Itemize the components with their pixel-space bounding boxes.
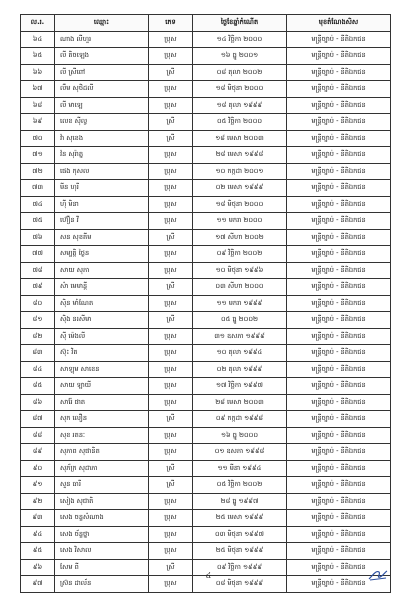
cell-sex: ប្រុស (149, 394, 193, 411)
cell-position: មន្ត្រីច្បាប់ - នីតិឯកជន (287, 97, 391, 114)
cell-position: មន្ត្រីច្បាប់ - នីតិឯកជន (287, 295, 391, 312)
cell-position: មន្ត្រីច្បាប់ - នីតិឯកជន (287, 345, 391, 362)
cell-dob: ១១ មីនា ១៩៩៤ (193, 460, 287, 477)
header-dob: ថ្ងៃខែឆ្នាំកំណើត (193, 15, 287, 32)
cell-sex: ប្រុស (149, 48, 193, 65)
cell-name: ហ៊ឿន វី (55, 213, 149, 230)
cell-sex: ប្រុស (149, 246, 193, 263)
cell-no: ៧៣ (21, 180, 55, 197)
header-position: មុខតំណែងសិស (287, 15, 391, 32)
cell-no: ៦៥ (21, 48, 55, 65)
cell-sex: ប្រុស (149, 576, 193, 593)
table-header-row (21, 15, 391, 32)
cell-dob: ១៨ តុលា ១៩៩៩ (193, 97, 287, 114)
cell-position: មន្ត្រីច្បាប់ - នីតិឯកជន (287, 378, 391, 395)
cell-name: សុខ រតនៈ (55, 427, 149, 444)
cell-no: ៨០ (21, 295, 55, 312)
cell-position: មន្ត្រីច្បាប់ - នីតិឯកជន (287, 279, 391, 296)
cell-dob: ១០ កក្កដា ២០០១ (193, 163, 287, 180)
table-row (21, 477, 391, 494)
cell-sex: ស្រី (149, 312, 193, 329)
cell-position: មន្ត្រីច្បាប់ - នីតិឯកជន (287, 543, 391, 560)
cell-sex: ស្រី (149, 279, 193, 296)
cell-position: មន្ត្រីច្បាប់ - នីតិឯកជន (287, 246, 391, 263)
cell-name: សាឡុម សាខេន (55, 361, 149, 378)
cell-dob: ១៨ មេសា ២០០៣ (193, 130, 287, 147)
cell-sex: ស្រី (149, 130, 193, 147)
cell-position: មន្ត្រីច្បាប់ - នីតិឯកជន (287, 213, 391, 230)
table-row (21, 31, 391, 48)
table-row (21, 427, 391, 444)
cell-dob: ២៨ ធ្នូ ១៩៩៧ (193, 493, 287, 510)
cell-name: លឹម សុថិដលី (55, 81, 149, 98)
cell-position: មន្ត្រីច្បាប់ - នីតិឯកជន (287, 48, 391, 65)
cell-position: មន្ត្រីច្បាប់ - នីតិឯកជន (287, 180, 391, 197)
cell-no: ៨៤ (21, 361, 55, 378)
cell-name: សួន ធារី (55, 477, 149, 494)
cell-name: ស៊ី ម៉េងលី (55, 328, 149, 345)
cell-name: សារ៉ែ ផាត (55, 394, 149, 411)
cell-position: មន្ត្រីច្បាប់ - នីតិឯកជន (287, 229, 391, 246)
cell-name: លី មាឡេ (55, 97, 149, 114)
cell-dob: ១៦ ធ្នូ ២០០០ (193, 427, 287, 444)
cell-dob: ១៧ សីហា ២០០២ (193, 229, 287, 246)
cell-dob: ១៦ ធ្នូ ២០០១ (193, 48, 287, 65)
cell-name: មីន ហុរី (55, 180, 149, 197)
table-row (21, 526, 391, 543)
cell-no: ៨១ (21, 312, 55, 329)
cell-name: វ៉ា សុខេង (55, 130, 149, 147)
table-row (21, 196, 391, 213)
cell-name: សុក លឿន (55, 411, 149, 428)
cell-name: លេខ ស៊ីល្វ (55, 114, 149, 131)
cell-dob: ០៨ មិថុនា ១៩៩៩ (193, 576, 287, 593)
cell-dob: ០៥ វិច្ឆិកា ២០០០ (193, 114, 287, 131)
cell-name: ស្រ៊ន ដាល័ន (55, 576, 149, 593)
cell-no: ៧៧ (21, 246, 55, 263)
cell-no: ៩៤ (21, 526, 55, 543)
cell-sex: ប្រុស (149, 147, 193, 164)
cell-sex: ប្រុស (149, 543, 193, 560)
table-row (21, 130, 391, 147)
cell-position: មន្ត្រីច្បាប់ - នីតិឯកជន (287, 411, 391, 428)
cell-name: សុភាព សុផានិត (55, 444, 149, 461)
cell-no: ៧៦ (21, 229, 55, 246)
page-number: ៤ (205, 571, 212, 580)
cell-name: សៀង សុជាតិ (55, 493, 149, 510)
cell-position: មន្ត្រីច្បាប់ - នីតិឯកជន (287, 196, 391, 213)
cell-sex: ប្រុស (149, 510, 193, 527)
cell-name: សែម ពី (55, 559, 149, 576)
cell-no: ៦៩ (21, 114, 55, 131)
cell-name: សន សុខគីម (55, 229, 149, 246)
cell-sex: ប្រុស (149, 31, 193, 48)
cell-dob: ០៥ វិច្ឆិកា ២០០២ (193, 477, 287, 494)
table-row (21, 262, 391, 279)
cell-name: សាយ ឡាយី (55, 378, 149, 395)
cell-position: មន្ត្រីច្បាប់ - នីតិឯកជន (287, 576, 391, 593)
cell-dob: ០១ ឧសភា ១៩៩៨ (193, 444, 287, 461)
cell-dob: ២៥ មិថុនា ១៩៩៩ (193, 543, 287, 560)
table-row (21, 213, 391, 230)
cell-no: ៦៦ (21, 64, 55, 81)
cell-no: ៩២ (21, 493, 55, 510)
cell-dob: ០៩ វិច្ឆិកា ២០០២ (193, 246, 287, 263)
header-no: ល.រ. (21, 15, 55, 32)
table-row (21, 114, 391, 131)
cell-name: ណាង លីហួរ (55, 31, 149, 48)
document-sheet (20, 14, 391, 593)
cell-sex: ប្រុស (149, 163, 193, 180)
cell-name: សេង ចន្ទសំណាង (55, 510, 149, 527)
cell-position: មន្ត្រីច្បាប់ - នីតិឯកជន (287, 477, 391, 494)
cell-sex: ប្រុស (149, 213, 193, 230)
cell-position: មន្ត្រីច្បាប់ - នីតិឯកជន (287, 559, 391, 576)
cell-no: ៨៩ (21, 444, 55, 461)
cell-no: ៩៦ (21, 559, 55, 576)
cell-position: មន្ត្រីច្បាប់ - នីតិឯកជន (287, 81, 391, 98)
table-row (21, 543, 391, 560)
cell-position: មន្ត្រីច្បាប់ - នីតិឯកជន (287, 427, 391, 444)
cell-name: វ៉ន សុរ៉ាត្ន (55, 147, 149, 164)
cell-name: ស៊ិន មាំណែត (55, 295, 149, 312)
cell-no: ៩០ (21, 460, 55, 477)
cell-dob: ០៩ កក្កដា ១៩៩៨ (193, 411, 287, 428)
cell-sex: ស្រី (149, 114, 193, 131)
cell-position: មន្ត្រីច្បាប់ - នីតិឯកជន (287, 147, 391, 164)
cell-position: មន្ត្រីច្បាប់ - នីតិឯកជន (287, 526, 391, 543)
cell-dob: ២៨ មេសា ១៩៩៨ (193, 147, 287, 164)
cell-name: សម្បត្តិ ថ្ងៃន (55, 246, 149, 263)
table-row (21, 180, 391, 197)
cell-sex: ប្រុស (149, 361, 193, 378)
cell-position: មន្ត្រីច្បាប់ - នីតិឯកជន (287, 493, 391, 510)
cell-dob: ០៣ មិថុនា ១៩៩៧ (193, 526, 287, 543)
cell-no: ៨៣ (21, 345, 55, 362)
cell-dob: ០៣ សីហា ២០០០ (193, 279, 287, 296)
cell-position: មន្ត្រីច្បាប់ - នីតិឯកជន (287, 394, 391, 411)
cell-no: ៦៧ (21, 81, 55, 98)
cell-dob: ២៨ មេសា ២០០៣ (193, 394, 287, 411)
cell-dob: ១៨ មិថុនា ២០០០ (193, 196, 287, 213)
cell-name: ហ៊ី មិនា (55, 196, 149, 213)
cell-name: សេង ច័ន្ទថ្នា (55, 526, 149, 543)
cell-dob: ០៨ តុលា ២០០២ (193, 64, 287, 81)
header-sex: ភេទ (149, 15, 193, 32)
cell-sex: ប្រុស (149, 196, 193, 213)
cell-name: ផេង កុសល (55, 163, 149, 180)
cell-no: ៨៦ (21, 394, 55, 411)
cell-no: ៩១ (21, 477, 55, 494)
cell-sex: ប្រុស (149, 262, 193, 279)
cell-dob: ១០ មិថុនា ១៩៩៦ (193, 262, 287, 279)
cell-sex: ប្រុស (149, 81, 193, 98)
cell-dob: ០៩ វិច្ឆិកា ១៩៩៩ (193, 559, 287, 576)
cell-position: មន្ត្រីច្បាប់ - នីតិឯកជន (287, 312, 391, 329)
cell-sex: ប្រុស (149, 427, 193, 444)
cell-position: មន្ត្រីច្បាប់ - នីតិឯកជន (287, 262, 391, 279)
header-name: ឈ្មោះ (55, 15, 149, 32)
table-body (21, 31, 391, 592)
cell-name: លី តិចឡេង (55, 48, 149, 65)
cell-sex: ស្រី (149, 460, 193, 477)
cell-dob: ១៧ វិច្ឆិកា ១៩៩៧ (193, 378, 287, 395)
cell-dob: ១០ តុលា ១៩៩៤ (193, 345, 287, 362)
cell-sex: ស្រី (149, 411, 193, 428)
cell-sex: ប្រុស (149, 444, 193, 461)
cell-sex: ប្រុស (149, 180, 193, 197)
cell-no: ៧៥ (21, 213, 55, 230)
cell-name: សុភ័ក្រ សុដាភា (55, 460, 149, 477)
cell-dob: ៣១ ឧសភា ១៩៩៩ (193, 328, 287, 345)
table-row (21, 394, 391, 411)
table-row (21, 378, 391, 395)
cell-sex: ប្រុស (149, 526, 193, 543)
table-row (21, 147, 391, 164)
cell-dob: ០២ មេសា ១៩៩៩ (193, 180, 287, 197)
cell-name: សំា មេមាន្តី (55, 279, 149, 296)
cell-dob: ០២ តុលា ១៩៩៩ (193, 361, 287, 378)
cell-no: ៩៥ (21, 543, 55, 560)
cell-position: មន្ត្រីច្បាប់ - នីតិឯកជន (287, 444, 391, 461)
cell-sex: ប្រុស (149, 328, 193, 345)
cell-no: ៧០ (21, 130, 55, 147)
cell-dob: ១១ មករា ២០០០ (193, 213, 287, 230)
cell-position: មន្ត្រីច្បាប់ - នីតិឯកជន (287, 130, 391, 147)
table-row (21, 444, 391, 461)
cell-position: មន្ត្រីច្បាប់ - នីតិឯកជន (287, 163, 391, 180)
cell-name: សាយ សុភា (55, 262, 149, 279)
cell-sex: ប្រុស (149, 295, 193, 312)
cell-no: ៨២ (21, 328, 55, 345)
cell-no: ៩៧ (21, 576, 55, 593)
cell-position: មន្ត្រីច្បាប់ - នីតិឯកជន (287, 114, 391, 131)
cell-no: ៨៧ (21, 411, 55, 428)
cell-sex: ស្រី (149, 229, 193, 246)
table-row (21, 163, 391, 180)
cell-position: មន្ត្រីច្បាប់ - នីតិឯកជន (287, 460, 391, 477)
cell-sex: ប្រុស (149, 378, 193, 395)
table-row (21, 312, 391, 329)
cell-position: មន្ត្រីច្បាប់ - នីតិឯកជន (287, 361, 391, 378)
table-row (21, 493, 391, 510)
table-row (21, 229, 391, 246)
table-row (21, 97, 391, 114)
cell-dob: ១១ មករា ១៩៩៩ (193, 295, 287, 312)
cell-name: ស៊ិង នរសីមា (55, 312, 149, 329)
candidate-table (20, 14, 391, 593)
cell-dob: ២៥ មេសា ១៩៩៩ (193, 510, 287, 527)
cell-position: មន្ត្រីច្បាប់ - នីតិឯកជន (287, 64, 391, 81)
cell-dob: ០៥ ធ្នូ ២០០២ (193, 312, 287, 329)
cell-no: ៦៤ (21, 31, 55, 48)
table-row (21, 345, 391, 362)
cell-no: ៨៨ (21, 427, 55, 444)
cell-sex: ប្រុស (149, 97, 193, 114)
cell-no: ៧៨ (21, 262, 55, 279)
cell-no: ៨៥ (21, 378, 55, 395)
table-row (21, 328, 391, 345)
table-row (21, 246, 391, 263)
table-row (21, 295, 391, 312)
cell-position: មន្ត្រីច្បាប់ - នីតិឯកជន (287, 510, 391, 527)
table-row (21, 81, 391, 98)
cell-no: ៧២ (21, 163, 55, 180)
cell-name: សេង វិសាល (55, 543, 149, 560)
table-row (21, 48, 391, 65)
table-row (21, 411, 391, 428)
table-row (21, 361, 391, 378)
cell-no: ៧៩ (21, 279, 55, 296)
cell-sex: ស្រី (149, 64, 193, 81)
table-row (21, 510, 391, 527)
cell-position: មន្ត្រីច្បាប់ - នីតិឯកជន (287, 328, 391, 345)
table-row (21, 460, 391, 477)
cell-no: ៩៣ (21, 510, 55, 527)
table-row (21, 279, 391, 296)
cell-sex: ប្រុស (149, 345, 193, 362)
signature-mark (367, 566, 389, 582)
cell-sex: ស្រី (149, 559, 193, 576)
cell-sex: ស្រី (149, 477, 193, 494)
cell-name: ស៊ុះ វិត (55, 345, 149, 362)
cell-name: លី ស្រីពៅ (55, 64, 149, 81)
cell-position: មន្ត្រីច្បាប់ - នីតិឯកជន (287, 31, 391, 48)
cell-dob: ១៨ មិថុនា ២០០០ (193, 81, 287, 98)
cell-no: ៧៤ (21, 196, 55, 213)
cell-no: ៧១ (21, 147, 55, 164)
cell-no: ៦៨ (21, 97, 55, 114)
table-row (21, 64, 391, 81)
cell-sex: ប្រុស (149, 493, 193, 510)
cell-dob: ១៤ វិច្ឆិកា ២០០០ (193, 31, 287, 48)
